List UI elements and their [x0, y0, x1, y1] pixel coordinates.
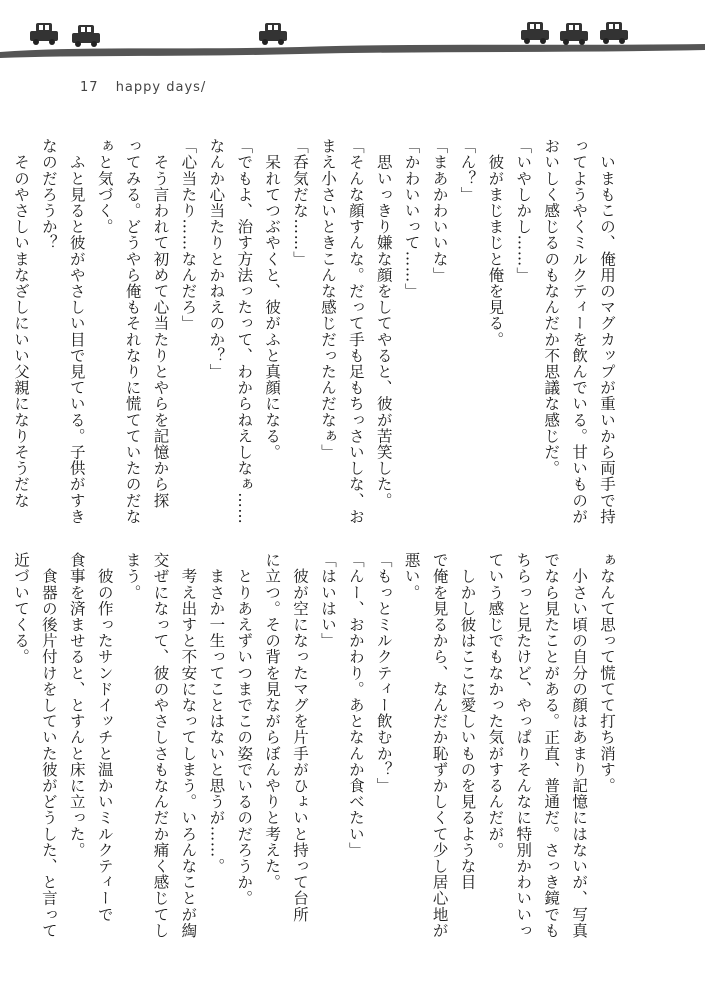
text-line: 彼がまじまじと俺を見る。	[486, 138, 505, 348]
text-line: ていう感じでもなかった気がするんだが。	[486, 552, 505, 858]
car-icon	[521, 22, 549, 44]
text-line: ちらっと見たけど、やっぱりそんなに特別かわいいっ	[514, 552, 533, 939]
text-line: 「んー、おかわり。あとなんか食べたい」	[346, 552, 365, 858]
text-line: おいしく感じるのもなんだか不思議な感じだ。	[542, 138, 561, 477]
text-line: 「まあかわいいな」	[430, 138, 449, 283]
car-icon	[259, 23, 287, 45]
text-line: 食事を済ませると、とすんと床に立った。	[67, 552, 86, 858]
text-line: ぁなんて思って慌てて打ち消す。	[598, 552, 616, 794]
text-line: 「はいはい」	[318, 552, 337, 649]
text-line: とりあえずいつまでこの姿でいるのだろうか。	[235, 552, 254, 907]
text-line: 「でもよ、治す方法ったって、わからねえしなぁ……	[235, 138, 254, 525]
text-line: まう。	[123, 552, 142, 601]
text-line: 悪い。	[402, 552, 421, 601]
text-line: そのやさしいまなざしにいい父親になりそうだな	[11, 138, 30, 509]
text-line: 考え出すと不安になってしまう。いろんなことが綯	[179, 552, 198, 939]
text-line: 呆れてつぶやくと、彼がふと真顔になる。	[263, 138, 282, 460]
text-line: でなら見たことがある。正直、普通だ。さっき鏡でも	[542, 552, 561, 939]
car-icon	[30, 23, 58, 45]
text-line: 「もっとミルクティー飲むか？」	[374, 552, 393, 794]
text-line: いまもこの、俺用のマグカップが重いから両手で持	[598, 138, 616, 525]
text-line: ふと見ると彼がやさしい目で見ている。子供がすき	[67, 138, 86, 525]
page-number: 17	[80, 80, 99, 95]
text-line: しかし彼はここに愛しいものを見るような目	[458, 552, 477, 891]
text-line: 「そんな顔すんな。だって手も足もちっさいしな、お	[346, 138, 365, 525]
text-line: そう言われて初めて心当たりとやらを記憶から探	[151, 138, 170, 509]
text-line: 彼の作ったサンドイッチと温かいミルクティーで	[95, 552, 114, 923]
text-line: なのだろうか？	[39, 138, 58, 251]
text-line: に立つ。その背を見ながらぼんやりと考えた。	[263, 552, 282, 891]
body-text-lower	[11, 552, 620, 947]
text-line: ってようやくミルクティーを飲んでいる。甘いものが	[570, 138, 589, 525]
text-line: なんか心当たりとかねえのか？」	[207, 138, 226, 380]
chapter-title: happy days/	[115, 80, 207, 95]
text-line: 交ぜになって、彼のやさしさもなんだか痛く感じてし	[151, 552, 170, 939]
page-header	[80, 80, 218, 95]
body-text-upper	[11, 138, 620, 525]
text-line: 近づいてくる。	[11, 552, 30, 665]
text-line: まえ小さいときこんな感じだったんだなぁ」	[318, 138, 337, 460]
text-line: 小さい頃の自分の顔はあまり記憶にはないが、写真	[570, 552, 589, 939]
text-line: 「呑気だな……」	[291, 138, 310, 267]
text-line: 彼が空になったマグを片手がひょいと持って台所	[291, 552, 310, 923]
text-line: 思いっきり嫌な顔をしてやると、彼が苦笑した。	[374, 138, 393, 509]
text-line: 「かわいいって……」	[402, 138, 421, 299]
header-decoration	[0, 0, 705, 64]
car-icon	[560, 23, 588, 45]
text-line: ぁと気づく。	[95, 138, 114, 235]
car-icon	[72, 25, 100, 47]
text-line: 食器の後片付けをしていた彼がどうした、と言って	[39, 552, 58, 939]
car-icon	[600, 22, 628, 44]
text-line: で俺を見るから、なんだか恥ずかしくて少し居心地が	[430, 552, 449, 939]
text-line: ってみる。どうやら俺もそれなりに慌てていたのだな	[123, 138, 142, 525]
text-line: まさか一生ってことはないと思うが……。	[207, 552, 226, 874]
text-line: 「ん？」	[458, 138, 477, 203]
text-line: 「心当たり……なんだろ」	[179, 138, 198, 332]
text-line: 「いやしかし……」	[514, 138, 533, 283]
